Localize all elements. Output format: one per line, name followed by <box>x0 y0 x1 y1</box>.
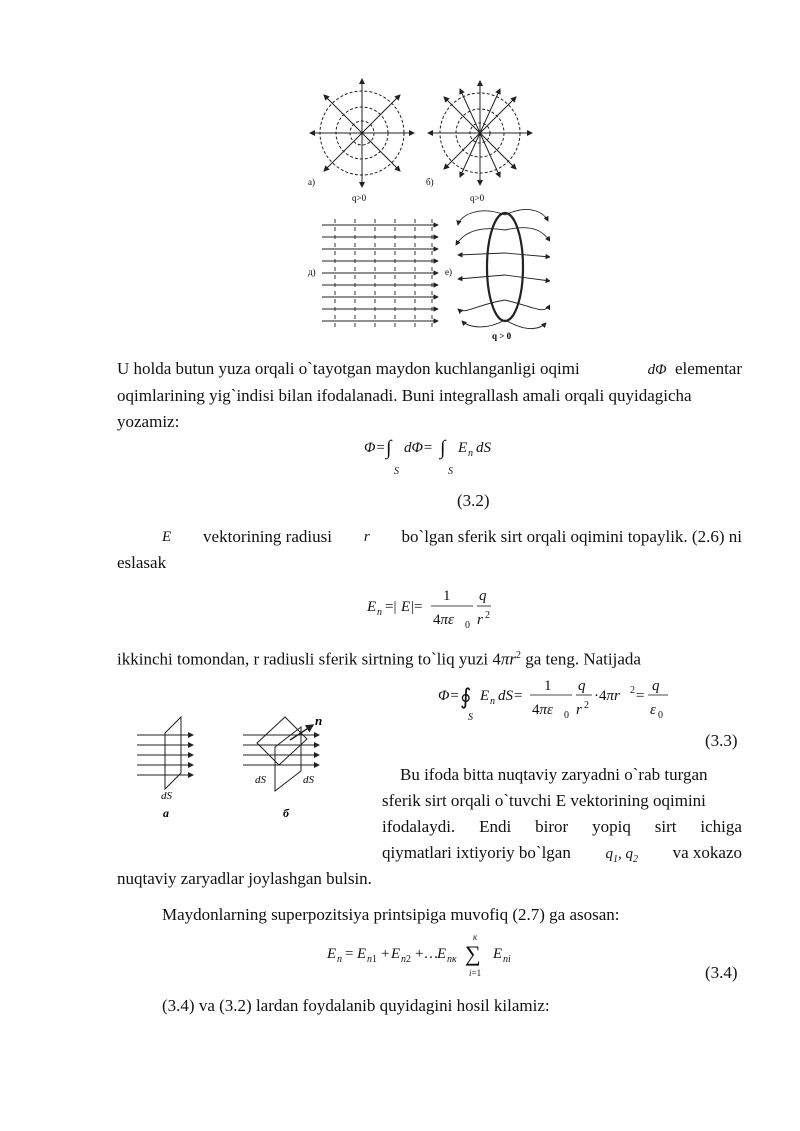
label-a: a) <box>308 177 315 187</box>
para1-line3: yozamiz: <box>117 412 180 431</box>
vector-E-symbol: E <box>162 529 172 545</box>
para3-text-b: ga teng. Natijada <box>521 649 641 669</box>
surface-flux-figure <box>125 705 350 820</box>
svg-text:Φ=: Φ= <box>364 440 386 456</box>
svg-text:4πε: 4πε <box>532 702 553 718</box>
para4-line4b: va xokazo <box>672 843 742 862</box>
svg-text:dS: dS <box>476 440 491 456</box>
svg-text:1: 1 <box>443 588 451 604</box>
svg-text:ε: ε <box>650 702 656 718</box>
label-fig-b: б <box>283 806 289 820</box>
svg-text:n: n <box>337 954 342 965</box>
para4-line1: Bu ifoda bitta nuqtaviy zaryadni o`rab turgan <box>400 765 708 784</box>
label-b: б) <box>426 177 434 187</box>
caption-a: q>0 <box>352 193 367 203</box>
svg-text:∫: ∫ <box>440 437 446 459</box>
svg-text:2: 2 <box>584 700 589 711</box>
para4-line4a: qiymatlari ixtiyoriy bo`lgan <box>382 843 571 862</box>
svg-text:n: n <box>377 607 382 618</box>
svg-text:Φ=: Φ= <box>438 688 460 704</box>
para4-line2: sferik sirt orqali o`tuvchi E vektorining oqimini <box>382 791 706 810</box>
equation-3-3 <box>436 678 676 728</box>
svg-text:r: r <box>576 702 582 718</box>
svg-text:E: E <box>327 946 337 962</box>
svg-text:r: r <box>477 612 483 628</box>
svg-text:E: E <box>401 599 411 615</box>
label-e: е) <box>445 267 452 277</box>
label-fig-a: a <box>163 806 169 820</box>
svg-text:|=: |= <box>411 599 423 615</box>
svg-text:∑: ∑ <box>465 941 481 966</box>
svg-text:к: к <box>473 932 478 942</box>
svg-text:E: E <box>493 946 503 962</box>
radial-field-a <box>310 79 414 187</box>
svg-text:2: 2 <box>630 685 635 696</box>
para4-line5: nuqtaviy zaryadlar joylashgan bulsin. <box>117 869 372 888</box>
equation-En <box>365 582 505 632</box>
svg-text:·4πr: ·4πr <box>594 688 620 704</box>
svg-text:E: E <box>458 440 468 456</box>
pi-r-symbol: πr <box>500 649 517 669</box>
paragraph-5: Maydonlarning superpozitsiya printsipiga muvofiq (2.7) ga asosan: <box>162 905 620 924</box>
para2-text-a: vektorining radiusi <box>203 527 332 546</box>
caption-b: q>0 <box>470 193 485 203</box>
svg-text:n: n <box>490 696 495 707</box>
para3-superscript: 2 <box>516 650 522 661</box>
paragraph-6: (3.4) va (3.2) lardan foydalanib quyidagini hosil kilamiz: <box>162 996 550 1015</box>
svg-text:q: q <box>652 678 660 694</box>
svg-text:E: E <box>357 946 367 962</box>
svg-text:2: 2 <box>485 610 490 621</box>
svg-text:=|: =| <box>385 599 397 615</box>
svg-text:E: E <box>480 688 490 704</box>
svg-text:dS=: dS= <box>498 688 524 704</box>
radial-field-b <box>428 81 532 185</box>
charges-symbols: $q_1$, $q_2$ <box>605 846 638 865</box>
svg-text:nк: nк <box>447 954 457 965</box>
paragraph-3 <box>117 643 742 673</box>
paragraph-4 <box>382 762 742 873</box>
paragraph-1 <box>117 356 742 435</box>
svg-text:n: n <box>468 448 473 459</box>
svg-text:0: 0 <box>564 710 569 721</box>
radius-symbol: r <box>363 529 370 545</box>
svg-text:E: E <box>437 946 447 962</box>
svg-text:dΦ=: dΦ= <box>404 440 434 456</box>
svg-text:ni: ni <box>503 954 511 965</box>
svg-text:0: 0 <box>658 710 663 721</box>
svg-text:S: S <box>448 466 453 477</box>
label-d: д) <box>308 267 316 277</box>
label-dS-a: dS <box>161 790 172 802</box>
equation-3-4 <box>325 930 535 980</box>
para1-rest: elementar <box>674 359 742 378</box>
svg-text:E: E <box>367 599 377 615</box>
caption-e: q > 0 <box>492 331 512 341</box>
svg-text:i=1: i=1 <box>469 968 482 978</box>
svg-text:∫: ∫ <box>386 437 392 459</box>
equation-number-3-3: (3.3) <box>705 731 738 750</box>
flux-surface-a <box>137 717 193 789</box>
para4-line3: ifodalaydi. Endi biror yopiq sirt ichiga <box>382 817 742 836</box>
svg-text:S: S <box>394 466 399 477</box>
label-dS-b1: dS <box>255 774 266 786</box>
svg-text:n1: n1 <box>367 954 377 965</box>
flux-element-symbol: dΦ <box>647 362 667 378</box>
para1-line2: oqimlarining yig`indisi bilan ifodalanadi. Buni integrallash amali orqali quyidagicha <box>117 386 692 405</box>
ring-field-e <box>456 209 550 328</box>
paragraph-2 <box>117 524 742 576</box>
svg-text:4πε: 4πε <box>433 612 454 628</box>
svg-text:=: = <box>345 946 354 962</box>
svg-text:=: = <box>636 688 645 704</box>
svg-text:0: 0 <box>465 620 470 631</box>
label-dS-b2: dS <box>303 774 314 786</box>
equation-3-2 <box>360 432 510 482</box>
field-lines-figure <box>300 75 550 345</box>
svg-text:E: E <box>391 946 401 962</box>
svg-text:q: q <box>578 678 586 694</box>
label-n: n <box>315 713 323 728</box>
svg-text:+: + <box>381 946 390 962</box>
svg-text:S: S <box>468 712 473 723</box>
svg-text:n2: n2 <box>401 954 411 965</box>
para1-text: U holda butun yuza orqali o`tayotgan maydon kuchlanganligi oqimi <box>117 359 580 378</box>
svg-text:+…: +… <box>415 946 439 962</box>
equation-number-3-4: (3.4) <box>705 963 738 982</box>
uniform-field-d <box>322 219 438 327</box>
para2-line2: eslasak <box>117 553 167 572</box>
equation-number-3-2: (3.2) <box>457 491 490 510</box>
para2-text-b: bo`lgan sferik sirt orqali oqimini topaylik. (2.6) ni <box>401 527 742 546</box>
svg-text:1: 1 <box>544 678 552 694</box>
svg-text:q: q <box>479 588 487 604</box>
svg-text:∮: ∮ <box>460 684 472 709</box>
para3-text-a: ikkinchi tomondan, r radiusli sferik sirtning to`liq yuzi 4 <box>117 649 501 669</box>
